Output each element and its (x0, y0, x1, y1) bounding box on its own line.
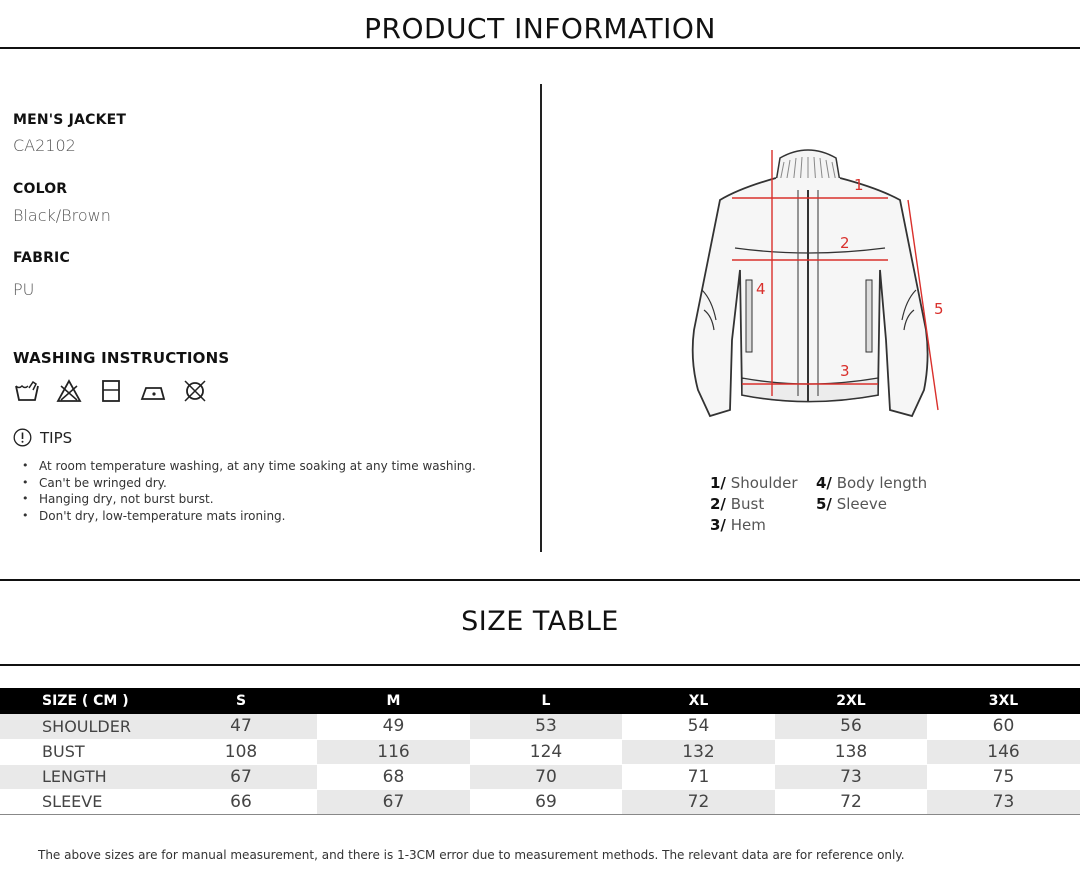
table-row (0, 739, 1080, 764)
column-header: XL (622, 688, 775, 714)
fabric-label: FABRIC (13, 250, 70, 266)
color-label: COLOR (13, 181, 68, 197)
no-tumble-dry-icon (181, 378, 209, 404)
legend-num: 4/ (816, 474, 832, 492)
color-value: Black/Brown (13, 206, 111, 225)
line-dry-icon (97, 378, 125, 404)
measurement-note: The above sizes are for manual measurement, and there is 1-3CM error due to measurement methods. The relevant data are for reference only. (38, 848, 905, 862)
jacket-diagram (680, 140, 960, 430)
legend-shoulder (710, 474, 798, 492)
legend-text: Hem (730, 516, 766, 534)
table-cell: 69 (470, 789, 622, 814)
table-cell: 73 (927, 789, 1080, 814)
table-cell: 49 (317, 714, 470, 739)
product-info-title: PRODUCT INFORMATION (364, 12, 716, 45)
iron-low-icon (139, 378, 167, 404)
table-cell: 66 (165, 789, 317, 814)
table-cell: 56 (775, 714, 927, 739)
section-separator (0, 579, 1080, 581)
legend-num: 5/ (816, 495, 832, 513)
size-table-rule (0, 664, 1080, 666)
row-label: BUST (0, 739, 165, 764)
legend-text: Body length (836, 474, 928, 492)
table-cell: 72 (622, 789, 775, 814)
legend-hem (710, 516, 766, 534)
column-header: 3XL (927, 688, 1080, 714)
table-cell: 72 (775, 789, 927, 814)
product-info-rule (0, 47, 1080, 49)
size-table-header (0, 688, 1080, 714)
hand-wash-icon (13, 378, 41, 404)
column-header: M (317, 688, 470, 714)
table-cell: 67 (317, 789, 470, 814)
washing-label: WASHING INSTRUCTIONS (13, 349, 230, 367)
legend-sleeve (816, 495, 887, 513)
table-cell: 138 (775, 739, 927, 764)
size-table (0, 688, 1080, 815)
row-label: LENGTH (0, 764, 165, 789)
table-cell: 116 (317, 739, 470, 764)
row-label: SLEEVE (0, 789, 165, 814)
column-header: S (165, 688, 317, 714)
washing-icons (13, 378, 209, 404)
info-icon (13, 428, 32, 447)
tip-item: • Hanging dry, not burst burst. (22, 491, 476, 508)
table-cell: 54 (622, 714, 775, 739)
column-header: L (470, 688, 622, 714)
table-cell: 71 (622, 764, 775, 789)
table-cell: 60 (927, 714, 1080, 739)
legend-num: 3/ (710, 516, 726, 534)
tip-item: • Can't be wringed dry. (22, 475, 476, 492)
table-cell: 70 (470, 764, 622, 789)
size-table-title: SIZE TABLE (461, 606, 619, 637)
table-cell: 124 (470, 739, 622, 764)
table-cell: 67 (165, 764, 317, 789)
legend-body-length (816, 474, 927, 492)
table-cell: 53 (470, 714, 622, 739)
table-cell: 132 (622, 739, 775, 764)
table-cell: 108 (165, 739, 317, 764)
marker-bust: 2 (840, 234, 850, 252)
legend-num: 2/ (710, 495, 726, 513)
tip-item: • Don't dry, low-temperature mats ironing. (22, 508, 476, 525)
legend-text: Bust (730, 495, 765, 513)
table-cell: 146 (927, 739, 1080, 764)
legend-text: Shoulder (730, 474, 798, 492)
legend-text: Sleeve (836, 495, 887, 513)
table-row (0, 714, 1080, 739)
tip-item: • At room temperature washing, at any time soaking at any time washing. (22, 458, 476, 475)
tips-list (22, 458, 476, 524)
product-label: MEN'S JACKET (13, 112, 127, 128)
marker-body-length: 4 (756, 280, 766, 298)
table-cell: 68 (317, 764, 470, 789)
column-header: 2XL (775, 688, 927, 714)
table-cell: 73 (775, 764, 927, 789)
no-bleach-icon (55, 378, 83, 404)
column-divider (540, 84, 542, 552)
row-label: SHOULDER (0, 714, 165, 739)
table-cell: 47 (165, 714, 317, 739)
product-code: CA2102 (13, 136, 76, 155)
legend-bust (710, 495, 764, 513)
column-header: SIZE ( CM ) (0, 688, 165, 714)
table-row (0, 764, 1080, 789)
tips-header (13, 428, 72, 447)
table-row (0, 789, 1080, 814)
marker-shoulder: 1 (854, 176, 864, 194)
table-cell: 75 (927, 764, 1080, 789)
marker-sleeve: 5 (934, 300, 944, 318)
fabric-value: PU (13, 280, 35, 299)
legend-num: 1/ (710, 474, 726, 492)
marker-hem: 3 (840, 362, 850, 380)
tips-label: TIPS (40, 428, 73, 447)
